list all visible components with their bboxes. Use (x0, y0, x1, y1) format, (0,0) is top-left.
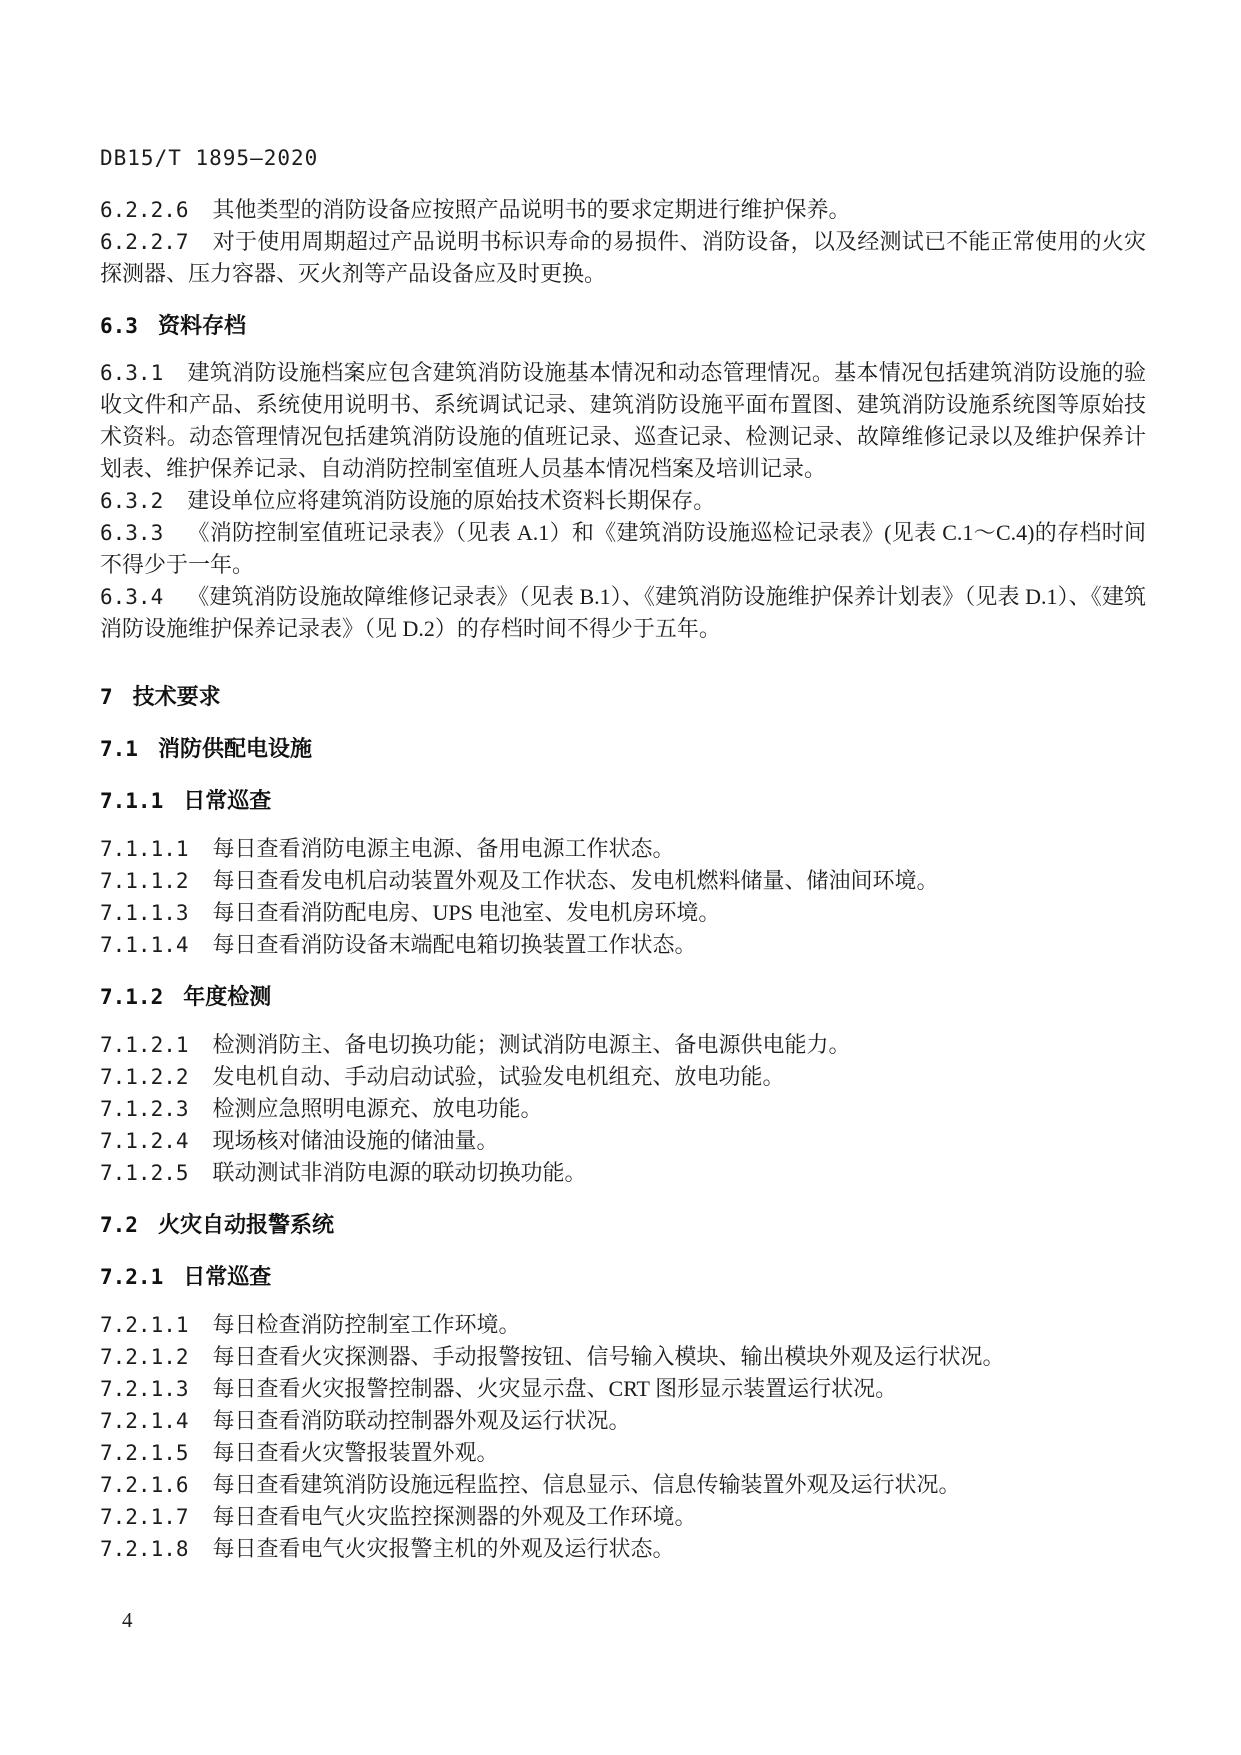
clause-text: 每日检查消防控制室工作环境。 (212, 1312, 521, 1337)
clause-text: 《建筑消防设施故障维修记录表》（见表 B.1）、《建筑消防设施维护保养计划表》（见表 D.1）、《建筑消防设施维护保养记录表》（见 D.2）的存档时间不得少于五年。 (100, 584, 1146, 641)
clause-text: 每日查看消防配电房、UPS 电池室、发电机房环境。 (212, 900, 721, 925)
standard-number-header: DB15/T 1895—2020 (100, 146, 319, 170)
clause-7-1-2-1 (100, 1029, 1146, 1061)
clause-text: 每日查看电气火灾监控探测器的外观及工作环境。 (212, 1504, 697, 1529)
clause-7-2-1-2 (100, 1341, 1146, 1373)
clause-text: 建筑消防设施档案应包含建筑消防设施基本情况和动态管理情况。基本情况包括建筑消防设施的验收文件和产品、系统使用说明书、系统调试记录、建筑消防设施平面布置图、建筑消防设施系统图等原始技术资料。动态管理情况包括建筑消防设施的值班记录、巡查记录、检测记录、故障维修记录以及维护保养计划表、维护保养记录、自动消防控制室值班人员基本情况档案及培训记录。 (100, 360, 1146, 481)
clause-7-1-1-2 (100, 865, 1146, 897)
page-number: 4 (122, 1608, 133, 1632)
clause-7-1-2-3 (100, 1093, 1146, 1125)
clause-text: 检测应急照明电源充、放电功能。 (212, 1096, 543, 1121)
clause-7-1-2-5 (100, 1157, 1146, 1189)
clause-7-1-1-1 (100, 833, 1146, 865)
clause-text: 每日查看火灾探测器、手动报警按钮、信号输入模块、输出模块外观及运行状况。 (212, 1344, 1005, 1369)
clause-number: 7.1.1.4 (100, 933, 189, 957)
clause-number: 6.2.2.6 (100, 198, 189, 222)
clause-6-3-2 (100, 485, 1146, 517)
heading-number: 6.3 (100, 314, 138, 338)
clause-number: 6.3.3 (100, 521, 164, 545)
clause-6-3-3 (100, 517, 1146, 581)
clause-number: 6.3.4 (100, 585, 164, 609)
clause-number: 6.2.2.7 (100, 230, 189, 254)
clause-number: 7.2.1.1 (100, 1313, 189, 1337)
heading-7-2 (100, 1209, 1146, 1241)
clause-number: 7.2.1.7 (100, 1505, 189, 1529)
clause-number: 6.3.1 (100, 361, 164, 385)
heading-text: 日常巡查 (183, 1264, 272, 1289)
clause-6-2-2-7 (100, 226, 1146, 290)
clause-number: 7.1.2.1 (100, 1033, 189, 1057)
clause-text: 每日查看消防联动控制器外观及运行状况。 (212, 1408, 631, 1433)
heading-text: 火灾自动报警系统 (157, 1212, 334, 1237)
heading-number: 7.2.1 (100, 1265, 164, 1289)
clause-7-1-2-2 (100, 1061, 1146, 1093)
clause-text: 建设单位应将建筑消防设施的原始技术资料长期保存。 (187, 488, 716, 513)
clause-7-2-1-5 (100, 1437, 1146, 1469)
heading-7-1-1 (100, 785, 1146, 817)
heading-text: 消防供配电设施 (157, 736, 312, 761)
clause-7-1-1-3 (100, 897, 1146, 929)
heading-7-2-1 (100, 1261, 1146, 1293)
clause-number: 7.2.1.2 (100, 1345, 189, 1369)
clause-number: 7.2.1.3 (100, 1377, 189, 1401)
heading-number: 7.1.2 (100, 985, 164, 1009)
clause-text: 联动测试非消防电源的联动切换功能。 (212, 1160, 587, 1185)
clause-text: 每日查看消防电源主电源、备用电源工作状态。 (212, 836, 675, 861)
clause-6-3-1 (100, 357, 1146, 485)
clause-text: 对于使用周期超过产品说明书标识寿命的易损件、消防设备，以及经测试已不能正常使用的火灾探测器、压力容器、灭火剂等产品设备应及时更换。 (100, 229, 1146, 286)
clause-6-3-4 (100, 581, 1146, 645)
clause-number: 7.1.2.2 (100, 1065, 189, 1089)
clause-text: 发电机自动、手动启动试验，试验发电机组充、放电功能。 (212, 1064, 785, 1089)
clause-7-1-1-4 (100, 929, 1146, 961)
clause-number: 7.1.1.2 (100, 869, 189, 893)
clause-number: 7.2.1.4 (100, 1409, 189, 1433)
heading-text: 技术要求 (132, 684, 221, 709)
clause-number: 6.3.2 (100, 489, 164, 513)
heading-text: 资料存档 (157, 313, 246, 338)
clause-text: 每日查看发电机启动装置外观及工作状态、发电机燃料储量、储油间环境。 (212, 868, 939, 893)
clause-text: 现场核对储油设施的储油量。 (212, 1128, 499, 1153)
heading-6-3 (100, 310, 1146, 342)
clause-text: 每日查看火灾警报装置外观。 (212, 1440, 499, 1465)
clause-7-2-1-7 (100, 1501, 1146, 1533)
heading-text: 年度检测 (183, 984, 272, 1009)
clause-number: 7.2.1.6 (100, 1473, 189, 1497)
clause-text: 每日查看建筑消防设施远程监控、信息显示、信息传输装置外观及运行状况。 (212, 1472, 961, 1497)
clause-text: 其他类型的消防设备应按照产品说明书的要求定期进行维护保养。 (212, 197, 851, 222)
clause-7-2-1-1 (100, 1309, 1146, 1341)
heading-text: 日常巡查 (183, 788, 272, 813)
clause-text: 《消防控制室值班记录表》（见表 A.1）和《建筑消防设施巡检记录表》(见表 C.1～C.4)的存档时间不得少于一年。 (100, 520, 1146, 577)
heading-7-1 (100, 733, 1146, 765)
clause-number: 7.1.2.3 (100, 1097, 189, 1121)
heading-number: 7.2 (100, 1213, 138, 1237)
clause-number: 7.1.2.5 (100, 1161, 189, 1185)
clause-7-2-1-6 (100, 1469, 1146, 1501)
clause-6-2-2-6 (100, 194, 1146, 226)
clause-number: 7.1.1.1 (100, 837, 189, 861)
clause-7-2-1-3 (100, 1373, 1146, 1405)
document-body (100, 194, 1146, 1565)
clause-number: 7.1.2.4 (100, 1129, 189, 1153)
clause-number: 7.2.1.5 (100, 1441, 189, 1465)
heading-number: 7 (100, 685, 113, 709)
clause-7-2-1-4 (100, 1405, 1146, 1437)
heading-7-1-2 (100, 981, 1146, 1013)
heading-number: 7.1.1 (100, 789, 164, 813)
clause-7-2-1-8 (100, 1533, 1146, 1565)
clause-number: 7.2.1.8 (100, 1537, 189, 1561)
heading-number: 7.1 (100, 737, 138, 761)
heading-7 (100, 681, 1146, 713)
clause-text: 每日查看火灾报警控制器、火灾显示盘、CRT 图形显示装置运行状况。 (212, 1376, 898, 1401)
clause-text: 检测消防主、备电切换功能；测试消防电源主、备电源供电能力。 (212, 1032, 851, 1057)
clause-7-1-2-4 (100, 1125, 1146, 1157)
clause-text: 每日查看消防设备末端配电箱切换装置工作状态。 (212, 932, 697, 957)
clause-number: 7.1.1.3 (100, 901, 189, 925)
clause-text: 每日查看电气火灾报警主机的外观及运行状态。 (212, 1536, 675, 1561)
